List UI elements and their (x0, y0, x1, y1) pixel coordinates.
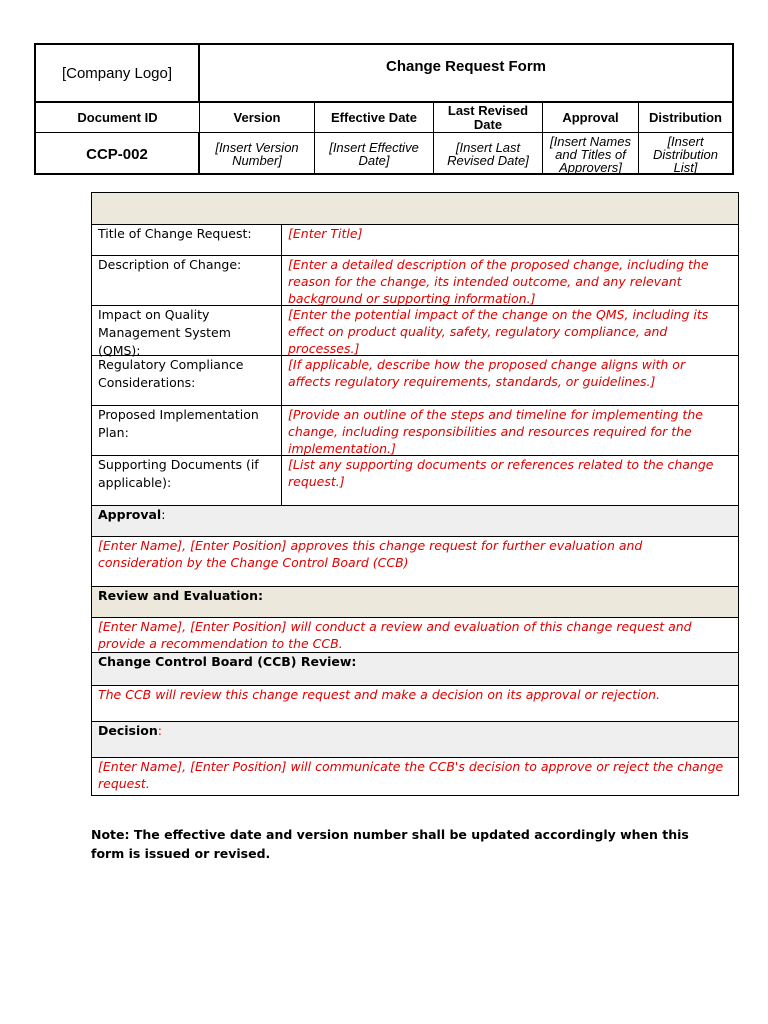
field-row-regulatory (92, 356, 738, 406)
document-id-value: CCP-002 (36, 133, 200, 175)
ccb-text[interactable]: The CCB will review this change request and make a decision on its approval or rejection. (98, 687, 661, 702)
field-value-regulatory[interactable]: [If applicable, describe how the proposed change aligns with or affects regulatory requirements, standards, or guidelines.] (288, 357, 686, 389)
effective-date-value: [Insert Effective Date] (315, 133, 434, 175)
field-row-title (92, 225, 738, 256)
field-value-description[interactable]: [Enter a detailed description of the proposed change, including the reason for the change, its intended outcome, and any relevant background or supporting information.] (288, 257, 709, 306)
table-header-band (92, 193, 738, 225)
change-request-table (91, 192, 739, 796)
field-label: Description of Change: (92, 256, 282, 305)
company-logo-placeholder (36, 45, 200, 103)
meta-header-effective-date: Effective Date (315, 103, 434, 133)
review-text-row (92, 618, 738, 653)
decision-heading: Decision: (98, 723, 162, 738)
version-value: [Insert Version Number] (200, 133, 315, 175)
approval-text-row (92, 537, 738, 587)
decision-text-row (92, 758, 738, 795)
field-value-implementation[interactable]: [Provide an outline of the steps and timeline for implementing the change, including responsibilities and resources required for the implementation.] (288, 407, 703, 456)
approval-value: [Insert Names and Titles of Approvers] (543, 133, 639, 175)
logo-placeholder-text: [Company Logo] (61, 64, 173, 82)
field-row-supporting-docs (92, 456, 738, 506)
decision-text[interactable]: [Enter Name], [Enter Position] will communicate the CCB's decision to approve or reject the change request. (98, 759, 724, 791)
field-label: Supporting Documents (if applicable): (92, 456, 282, 505)
field-row-description (92, 256, 738, 306)
document-header (34, 43, 734, 175)
ccb-heading: Change Control Board (CCB) Review: (98, 654, 357, 669)
decision-heading-row (92, 722, 738, 758)
meta-header-document-id: Document ID (36, 103, 200, 133)
meta-header-last-revised-date: Last Revised Date (434, 103, 543, 133)
document-meta-table (36, 103, 732, 173)
field-value-qms-impact[interactable]: [Enter the potential impact of the change on the QMS, including its effect on product quality, safety, regulatory compliance, and processes.] (288, 307, 709, 356)
form-title-text: Change Request Form (385, 57, 547, 75)
form-title (200, 45, 732, 103)
field-label: Impact on Quality Management System (QMS): (92, 306, 282, 355)
distribution-value: [Insert Distribution List] (652, 133, 719, 175)
meta-header-version: Version (200, 103, 315, 133)
review-heading-row (92, 587, 738, 618)
field-label: Regulatory Compliance Considerations: (92, 356, 282, 405)
field-label: Title of Change Request: (92, 225, 282, 255)
field-row-qms-impact (92, 306, 738, 356)
review-heading: Review and Evaluation: (98, 588, 264, 603)
review-text[interactable]: [Enter Name], [Enter Position] will conduct a review and evaluation of this change request and provide a recommendation to the CCB. (98, 619, 692, 651)
field-label: Proposed Implementation Plan: (92, 406, 282, 455)
field-row-implementation (92, 406, 738, 456)
last-revised-date-value: [Insert Last Revised Date] (434, 133, 543, 175)
ccb-heading-row (92, 653, 738, 686)
field-value-title[interactable]: [Enter Title] (288, 226, 363, 241)
approval-text[interactable]: [Enter Name], [Enter Position] approves this change request for further evaluation and consideration by the Change Control Board (CCB) (98, 538, 643, 570)
meta-header-distribution: Distribution (639, 103, 732, 133)
footer-note: Note: The effective date and version number shall be updated accordingly when this form is issued or revised. (91, 827, 689, 861)
meta-header-approval: Approval (543, 103, 639, 133)
approval-heading: Approval: (98, 507, 166, 522)
approval-heading-row (92, 506, 738, 537)
field-value-supporting-docs[interactable]: [List any supporting documents or references related to the change request.] (288, 457, 714, 489)
ccb-text-row (92, 686, 738, 722)
